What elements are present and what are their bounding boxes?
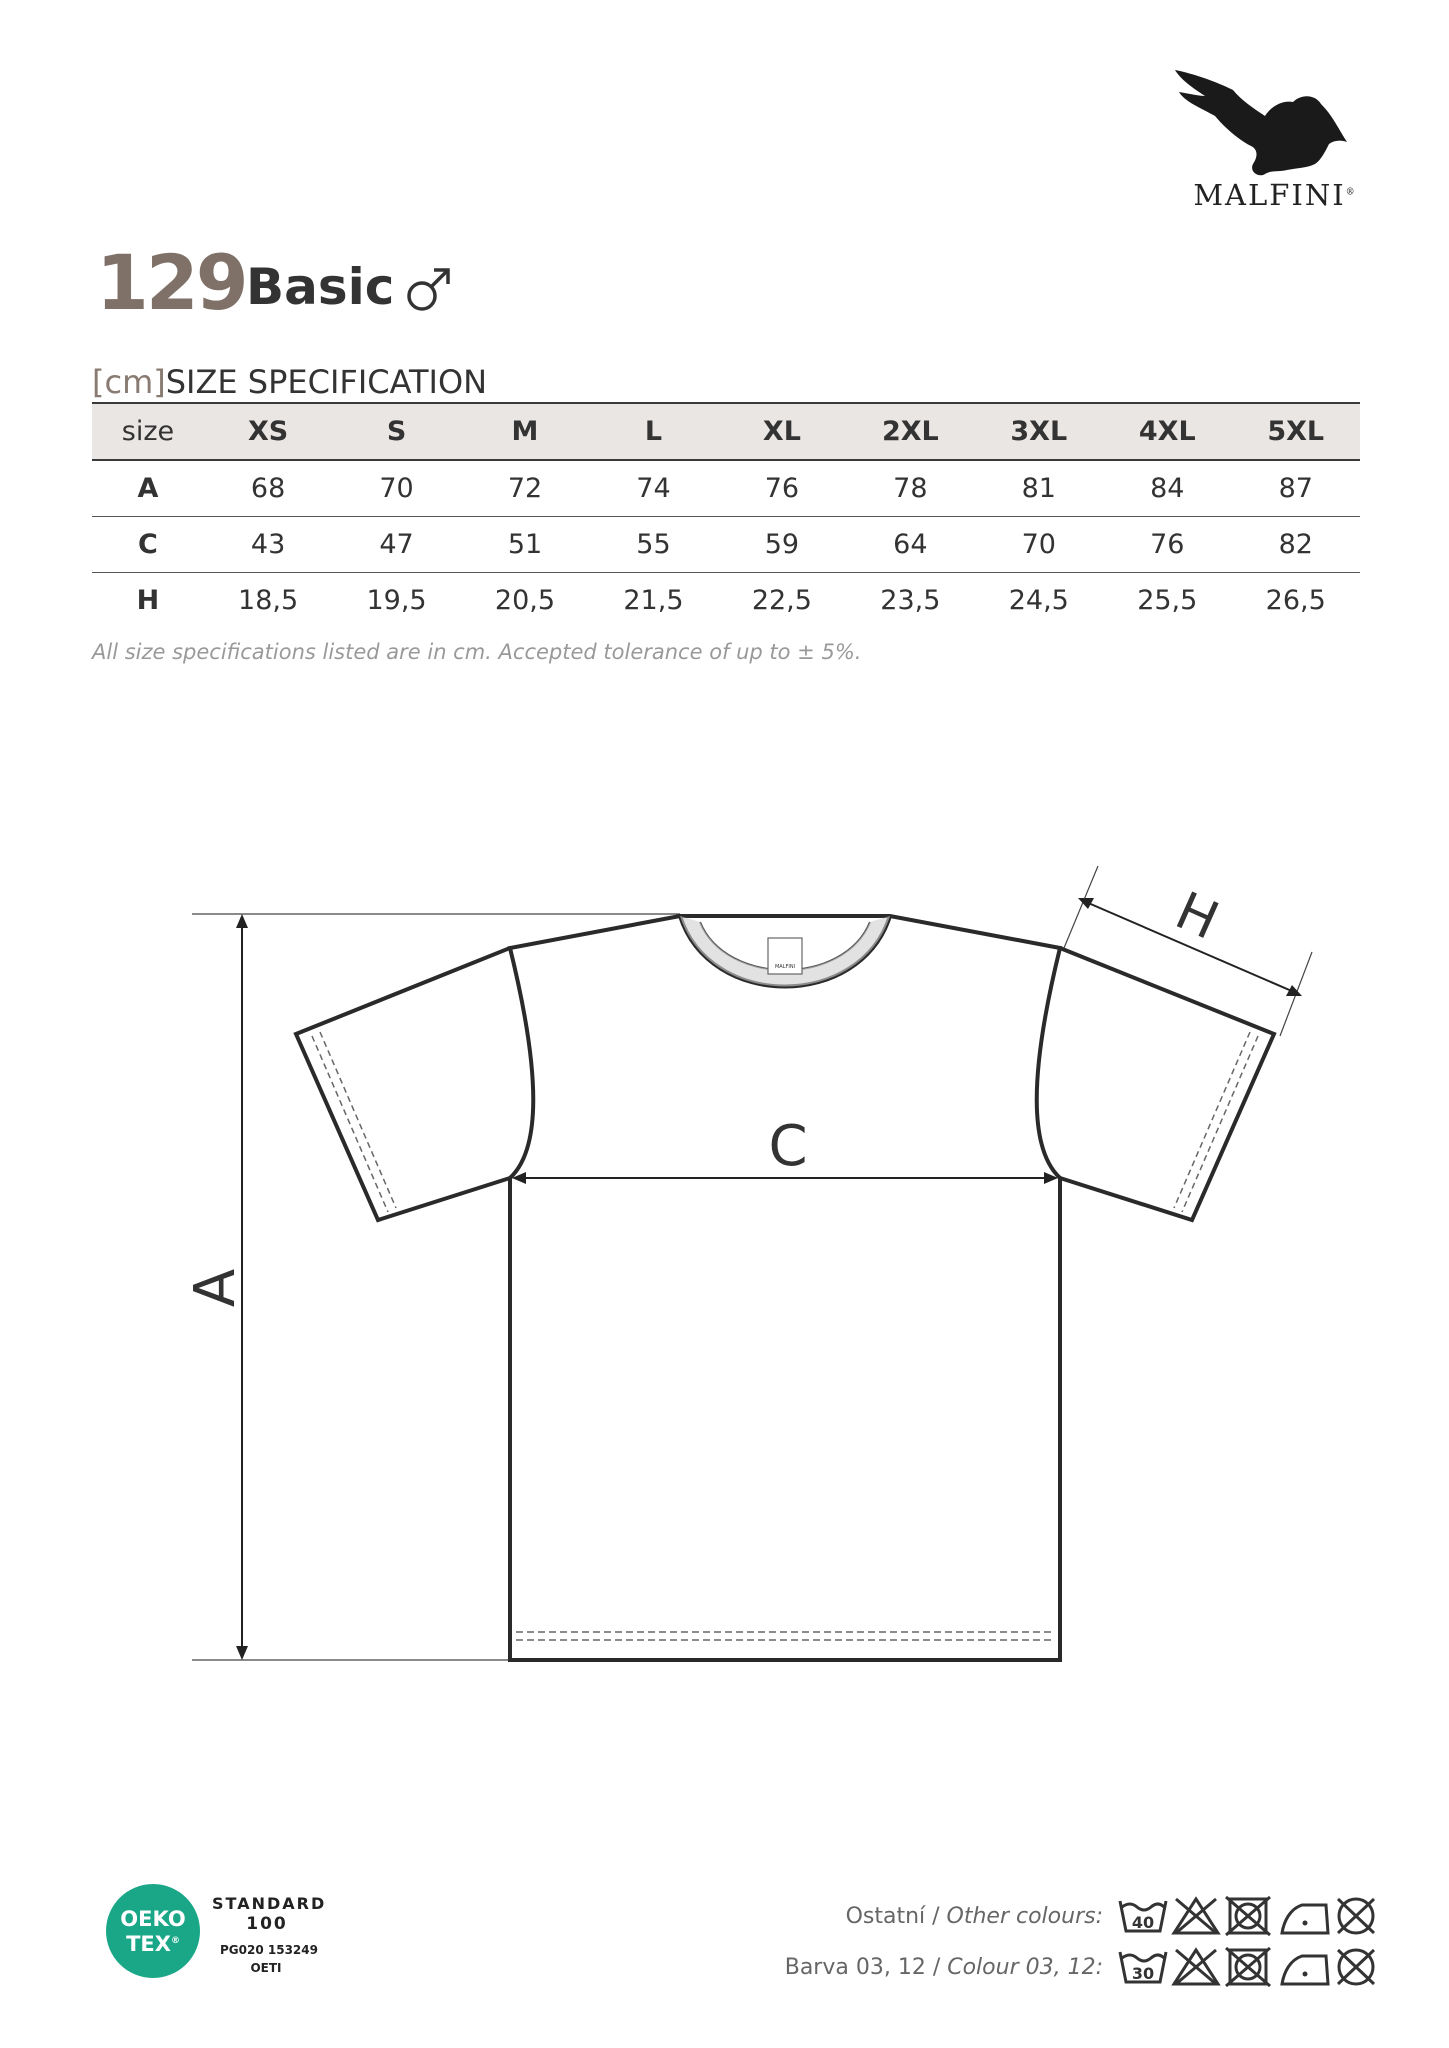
measurement-value: 19,5 xyxy=(366,585,427,616)
measurement-value: 23,5 xyxy=(880,585,941,616)
dimension-label-c: C xyxy=(768,1114,808,1179)
measurement-label: C xyxy=(92,517,204,573)
no-dry-clean-icon xyxy=(1338,1950,1374,1984)
iron-dot xyxy=(1303,1972,1308,1977)
measurement-value: 82 xyxy=(1231,517,1360,573)
size-header-s: S xyxy=(332,403,460,460)
oeko-institute: OETI xyxy=(250,1961,282,1975)
size-table-body xyxy=(92,460,1360,628)
section-title: [cm]SIZE SPECIFICATION xyxy=(92,363,488,401)
size-header-4xl: 4XL xyxy=(1103,403,1231,460)
size-header-row xyxy=(92,403,1360,460)
size-header-xs: XS xyxy=(204,403,332,460)
size-header-5xl: 5XL xyxy=(1231,403,1360,460)
dimension-label-h: H xyxy=(1166,881,1227,952)
male-symbol-icon xyxy=(404,264,454,314)
size-header-l: L xyxy=(589,403,717,460)
care-icons-row-2 xyxy=(1118,1944,1383,1988)
iron-low-icon xyxy=(1282,1905,1328,1933)
measurement-value: 76 xyxy=(1103,517,1231,573)
unit-label: [cm] xyxy=(92,363,166,401)
measurement-value: 26,5 xyxy=(1265,585,1326,616)
measurement-label: H xyxy=(136,585,160,616)
wash-40-icon xyxy=(1120,1901,1166,1932)
tshirt-diagram xyxy=(170,860,1340,1680)
size-row-h xyxy=(92,573,1360,629)
measurement-value: 24,5 xyxy=(1008,585,1069,616)
wash-temperature: 30 xyxy=(1131,1964,1155,1983)
no-tumble-dry-icon xyxy=(1226,1948,1270,1986)
no-bleach-icon xyxy=(1174,1950,1218,1984)
measurement-value: 59 xyxy=(718,517,846,573)
brand-name: MALFINI® xyxy=(1193,178,1357,212)
no-bleach-icon xyxy=(1174,1899,1218,1933)
measurement-value: 81 xyxy=(975,460,1103,517)
size-header-m: M xyxy=(461,403,589,460)
oeko-standard-number: 100 xyxy=(246,1914,288,1934)
measurement-value: 18,5 xyxy=(238,585,299,616)
no-tumble-dry-icon xyxy=(1226,1897,1270,1935)
wash-30-icon xyxy=(1120,1952,1166,1983)
oeko-badge-line1: OEKO xyxy=(120,1907,186,1931)
measurement-value: 78 xyxy=(846,460,974,517)
oeko-badge-line2: TEX® xyxy=(126,1932,180,1956)
measurement-value: 21,5 xyxy=(623,585,684,616)
measurement-value: 47 xyxy=(332,517,460,573)
neck-label-text: MALFINI xyxy=(774,964,796,970)
wash-temperature: 40 xyxy=(1131,1913,1155,1932)
measurement-value: 70 xyxy=(332,460,460,517)
model-name: Basic xyxy=(246,258,395,316)
header-label: size xyxy=(92,403,204,460)
measurement-value: 74 xyxy=(589,460,717,517)
measurement-value: 22,5 xyxy=(751,585,812,616)
measurement-value: 64 xyxy=(846,517,974,573)
no-dry-clean-icon xyxy=(1338,1899,1374,1933)
measurement-value: 43 xyxy=(204,517,332,573)
measurement-value: 76 xyxy=(718,460,846,517)
measurement-value: 51 xyxy=(461,517,589,573)
model-number: 129 xyxy=(96,238,246,327)
size-row-c xyxy=(92,517,1360,573)
care-label-colour-03-12: Barva 03, 12 / Colour 03, 12: xyxy=(784,1955,1103,1980)
oeko-certificate-code: PG020 153249 xyxy=(220,1943,318,1957)
care-label-other-colours: Ostatní / Other colours: xyxy=(845,1904,1103,1929)
size-row-a xyxy=(92,460,1360,517)
dimension-label-a: A xyxy=(183,1268,248,1308)
size-header-2xl: 2XL xyxy=(846,403,974,460)
oeko-standard: STANDARD xyxy=(212,1894,327,1913)
measurement-value: 84 xyxy=(1103,460,1231,517)
care-icons-row-1 xyxy=(1118,1893,1383,1937)
measurement-value: 68 xyxy=(204,460,332,517)
oeko-tex-badge xyxy=(106,1884,200,1978)
iron-dot xyxy=(1303,1921,1308,1926)
measurement-value: 70 xyxy=(975,517,1103,573)
measurement-value: 20,5 xyxy=(494,585,556,616)
iron-low-icon xyxy=(1282,1956,1328,1984)
size-note: All size specifications listed are in cm. Accepted tolerance of up to ± 5%. xyxy=(92,640,862,664)
measurement-value: 87 xyxy=(1231,460,1360,517)
size-header-3xl: 3XL xyxy=(975,403,1103,460)
measurement-value: 25,5 xyxy=(1137,585,1198,616)
measurement-value: 72 xyxy=(461,460,589,517)
measurement-label: A xyxy=(92,460,204,517)
measurement-value: 55 xyxy=(589,517,717,573)
size-header-xl: XL xyxy=(718,403,846,460)
size-table xyxy=(92,402,1360,628)
